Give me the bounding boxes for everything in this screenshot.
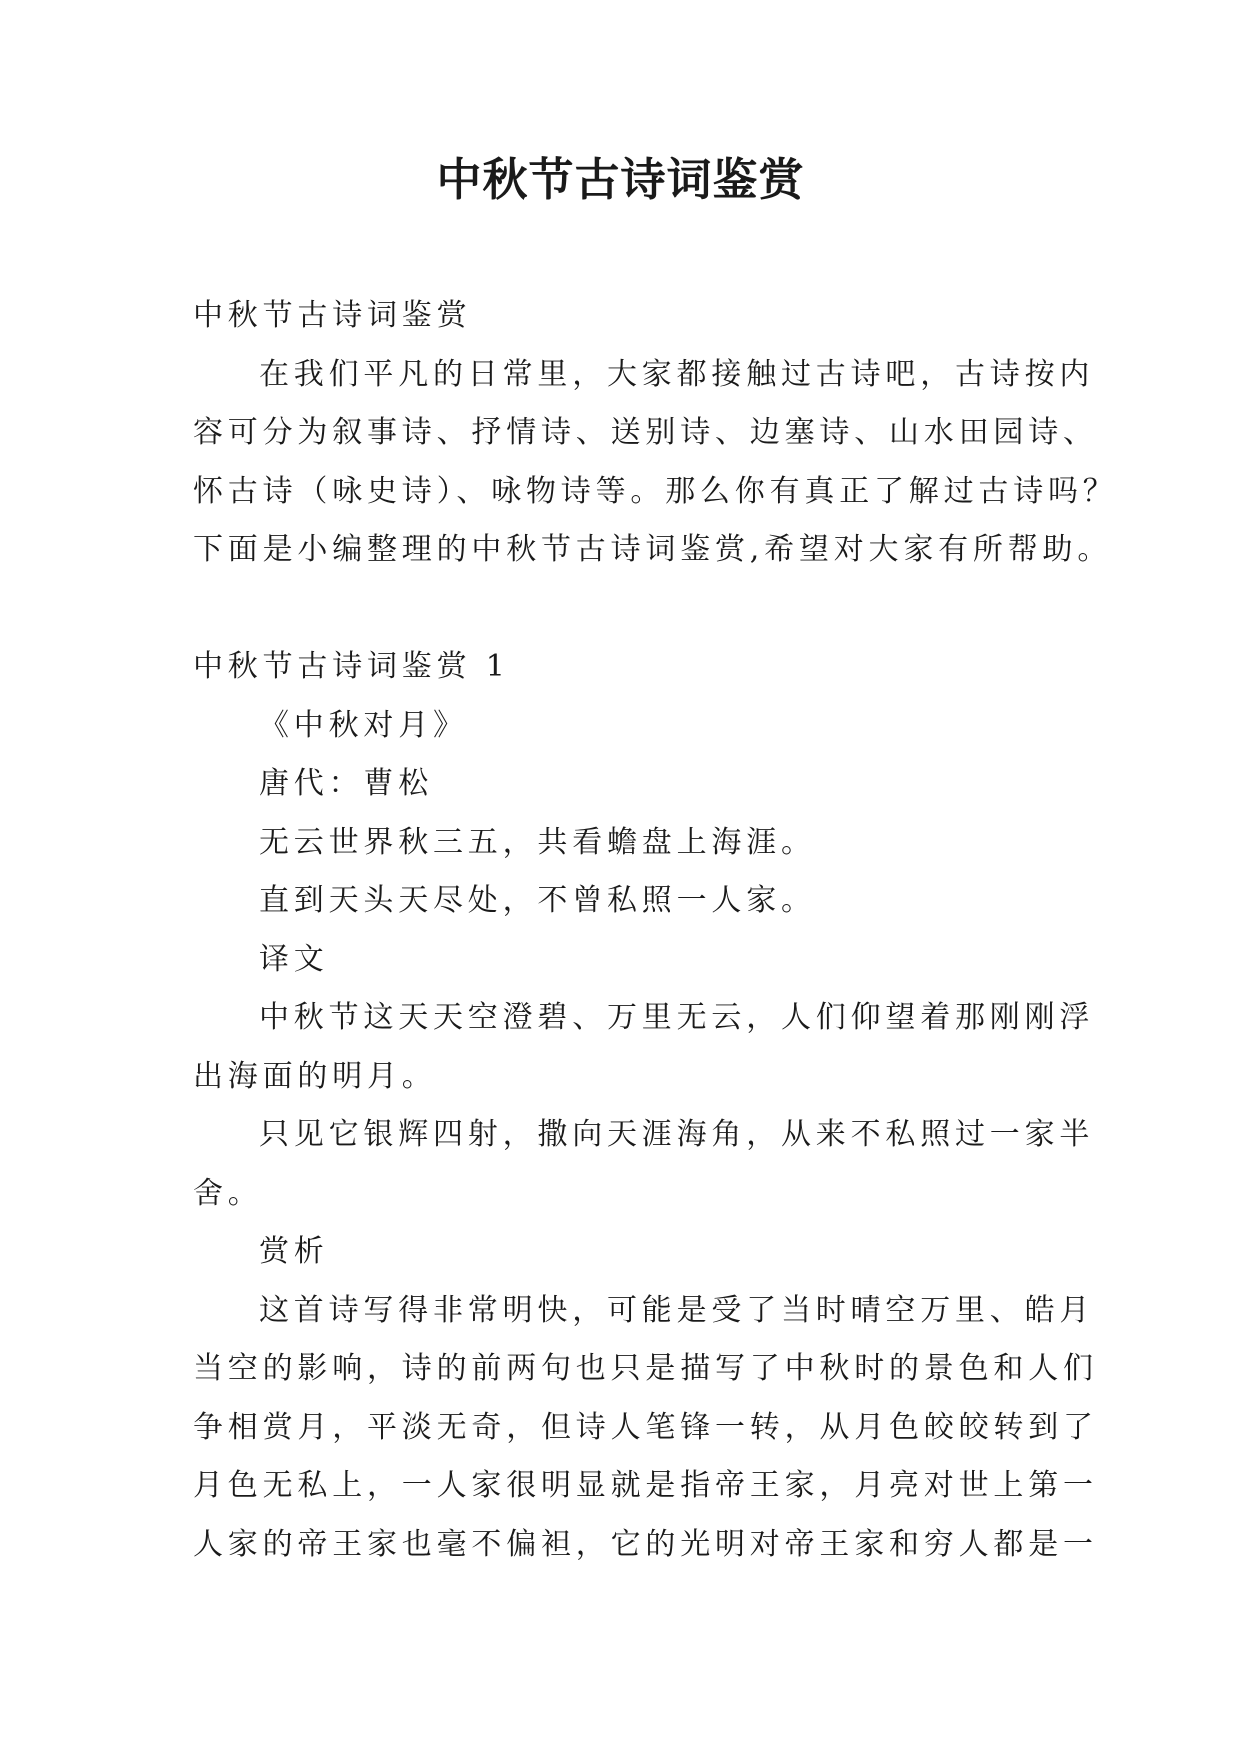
intro-heading: 中秋节古诗词鉴赏: [193, 298, 472, 333]
paragraph-line: 怀古诗（咏史诗）、咏物诗等。那么你有真正了解过古诗吗？: [193, 473, 1118, 509]
paragraph-line: 争相赏月，平淡无奇，但诗人笔锋一转，从月色皎皎转到了: [193, 1409, 1098, 1445]
document-title: 中秋节古诗词鉴赏: [436, 153, 805, 206]
section-heading: 中秋节古诗词鉴赏 1: [193, 649, 510, 684]
paragraph-line: 容可分为叙事诗、抒情诗、送别诗、边塞诗、山水田园诗、: [193, 415, 1098, 450]
paragraph-line: 当空的影响，诗的前两句也只是描写了中秋时的景色和人们: [193, 1351, 1098, 1386]
paragraph-line: 人家的帝王家也毫不偏袒，它的光明对帝王家和穷人都是一: [193, 1526, 1098, 1562]
paragraph-line: 出海面的明月。: [193, 1058, 437, 1094]
paragraph-line: 下面是小编整理的中秋节古诗词鉴赏,希望对大家有所帮助。: [193, 532, 1113, 567]
paragraph-gap: [193, 580, 1055, 639]
paragraph-line: 在我们平凡的日常里，大家都接触过古诗吧，古诗按内: [259, 356, 1095, 392]
poem-title: 《中秋对月》: [259, 707, 468, 743]
poem-verse: 直到天头天尽处，不曾私照一人家。: [259, 883, 816, 918]
paragraph-line: 这首诗写得非常明快，可能是受了当时晴空万里、皓月: [259, 1292, 1095, 1328]
poem-author: 唐代：曹松: [259, 766, 433, 801]
analysis-heading: 赏析: [259, 1234, 329, 1269]
poem-verse: 无云世界秋三五，共看蟾盘上海涯。: [259, 824, 816, 860]
paragraph-line: 只见它银辉四射，撒向天涯海角，从来不私照过一家半: [259, 1117, 1095, 1152]
translation-heading: 译文: [259, 941, 329, 977]
document-body: [193, 287, 1118, 1574]
paragraph-line: 中秋节这天天空澄碧、万里无云，人们仰望着那刚刚浮: [259, 1000, 1095, 1035]
paragraph-line: 月色无私上，一人家很明显就是指帝王家，月亮对世上第一: [193, 1468, 1098, 1503]
paragraph-line: 舍。: [193, 1175, 263, 1211]
